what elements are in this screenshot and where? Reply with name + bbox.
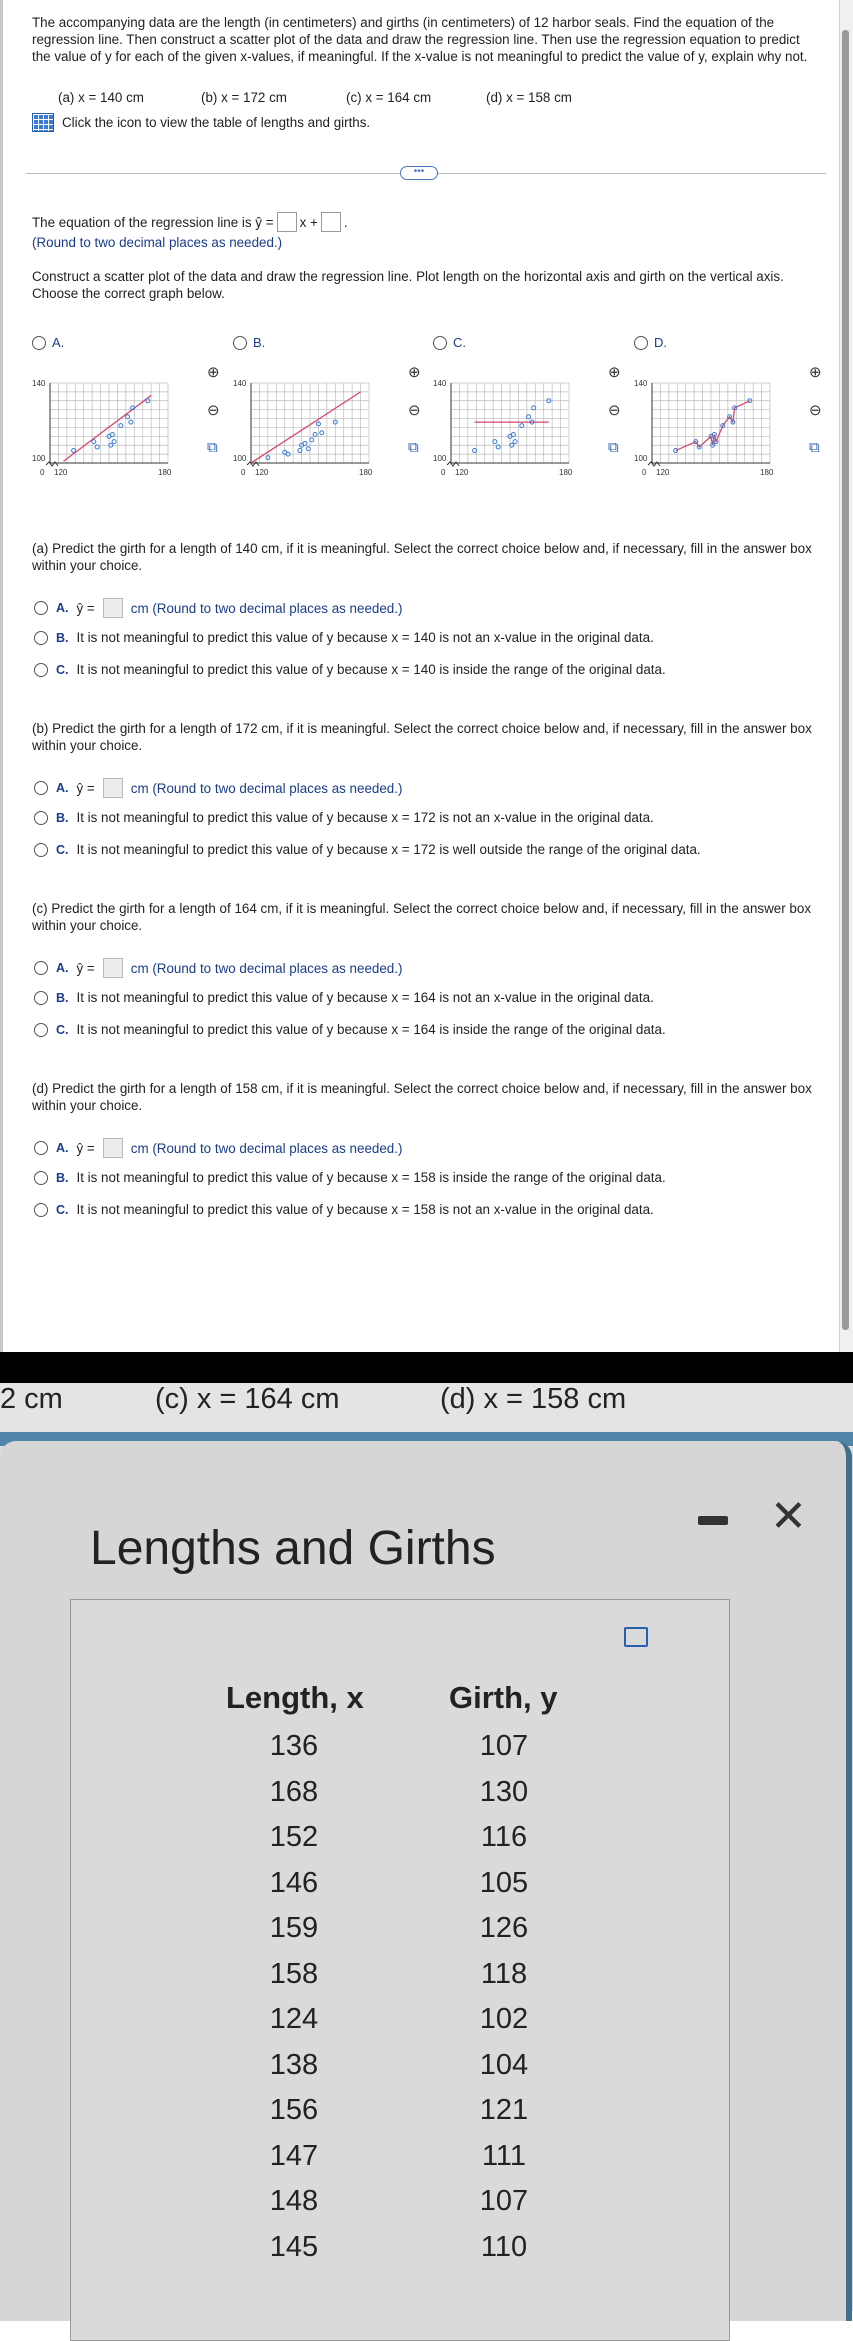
y-tick-label: 100 [233,454,247,463]
radio-button[interactable] [34,1141,48,1155]
popout-icon[interactable]: ⧉ [207,439,218,456]
radio-button[interactable] [34,663,48,677]
girth-cell: 118 [480,1957,528,1990]
option-label: D. [654,335,667,350]
length-cell: 136 [269,1730,319,1762]
problem-intro: The accompanying data are the length (in centimeters) and girths (in centimeters) of 12 harbor seals. Find the equation of the regression line. Then construct a scatter plot of the data and draw the regression line. Then use the regression equation to predict the value of y for each of the given x-values, if meaningful. If the x-value is not meaningful to predict the value of y, explain why not. [32,15,808,64]
choice-text: It is not meaningful to predict this value of y because x = 158 is inside the range of the original data. [76,1170,666,1185]
girth-cell: 102 [479,2003,529,2035]
photo-header [0,1383,853,1435]
scatter-point [303,441,307,445]
length-cell: 124 [269,2003,319,2035]
zoom-in-icon[interactable]: ⊕ [608,364,621,381]
choice-text: It is not meaningful to predict this value of y because x = 158 is not an x-value in the original data. [76,1202,654,1217]
length-cell: 168 [269,1775,319,1808]
choice-b[interactable] [34,1170,666,1185]
choice-letter: B. [56,630,69,645]
x-tick-label: 120 [54,468,68,477]
choice-letter: B. [56,990,69,1005]
x-tick-label: 120 [455,468,469,477]
photo-separator [0,1352,853,1383]
choice-c[interactable] [34,1022,666,1037]
unit-hint: cm (Round to two decimal places as needed.) [130,600,403,616]
regression-line [63,395,151,461]
column-header-length: Length, x [226,1680,364,1715]
choice-letter: A. [56,781,69,795]
scatter-point [119,424,123,428]
yhat-label: ŷ = [76,600,95,616]
minimize-icon[interactable] [698,1516,728,1525]
choice-a[interactable] [34,598,402,618]
graph-option-d[interactable] [634,335,667,350]
regression-equation [32,212,348,232]
radio-button[interactable] [34,843,48,857]
choice-text: It is not meaningful to predict this value of y because x = 172 is well outside the range of the original data. [76,842,701,857]
x-tick-label: 120 [656,468,670,477]
option-label: C. [453,335,466,350]
part-b: (b) x = 172 cm [201,90,287,105]
x-tick-label: 0 [441,468,446,477]
part-a: (a) x = 140 cm [58,90,144,105]
zoom-out-icon[interactable]: ⊖ [608,402,621,419]
y-tick-label: 140 [233,379,247,388]
length-cell: 156 [269,2094,319,2126]
popout-icon[interactable]: ⧉ [408,439,419,456]
scatter-point [320,431,324,435]
choice-b[interactable] [34,810,654,825]
question-prompt: (a) Predict the girth for a length of 140 cm, if it is meaningful. Select the correct choice below and, if necessary, fill in the answer box within your choice. [32,541,812,573]
x-tick-label: 180 [359,468,373,477]
header-fragment-c: (c) x = 164 cm [155,1383,340,1415]
question-prompt: (b) Predict the girth for a length of 172 cm, if it is meaningful. Select the correct choice below and, if necessary, fill in the answer box within your choice. [32,721,812,753]
y-tick-label: 100 [634,454,648,463]
zoom-out-icon[interactable]: ⊖ [207,402,220,419]
y-tick-label: 140 [32,379,46,388]
unit-hint: cm (Round to two decimal places as needed.) [130,780,403,796]
table-link[interactable] [32,113,370,132]
zoom-in-icon[interactable]: ⊕ [408,364,421,381]
y-tick-label: 100 [433,454,447,463]
yhat-label: ŷ = [76,960,95,976]
x-tick-label: 180 [559,468,573,477]
radio-button[interactable] [34,781,48,795]
length-cell: 138 [269,2048,319,2081]
equation-end: . [343,214,348,230]
choice-c[interactable] [34,662,666,677]
choice-b[interactable] [34,630,654,645]
choice-letter: A. [56,601,69,615]
zoom-out-icon[interactable]: ⊖ [809,402,822,419]
graph-option-b[interactable] [233,335,265,350]
part-d: (d) x = 158 cm [486,90,572,105]
girth-cell: 110 [480,2230,528,2263]
radio-button[interactable] [34,811,48,825]
yhat-label: ŷ = [76,1140,95,1156]
radio-button[interactable] [32,336,46,350]
radio-button[interactable] [634,336,648,350]
choice-text: It is not meaningful to predict this value of y because x = 140 is inside the range of the original data. [76,662,666,677]
intercept-input[interactable] [321,212,341,232]
girth-cell: 107 [479,2185,529,2217]
choice-letter: A. [56,961,69,975]
girth-cell: 121 [479,2094,529,2126]
question-prompt: (d) Predict the girth for a length of 158 cm, if it is meaningful. Select the correct choice below and, if necessary, fill in the answer box within your choice. [32,1081,812,1113]
choice-text: It is not meaningful to predict this value of y because x = 140 is not an x-value in the original data. [76,630,654,645]
option-label: A. [52,335,65,350]
zoom-in-icon[interactable]: ⊕ [207,364,220,381]
prediction-input[interactable] [103,1138,123,1158]
choice-text: It is not meaningful to predict this value of y because x = 164 is not an x-value in the original data. [76,990,654,1005]
choice-letter: A. [56,1141,69,1155]
radio-button[interactable] [34,1203,48,1217]
girth-cell: 104 [479,2048,529,2081]
radio-button[interactable] [233,336,247,350]
choice-letter: B. [56,1170,69,1185]
prediction-input[interactable] [103,958,123,978]
option-label: B. [253,335,266,350]
scatter-question: Construct a scatter plot of the data and draw the regression line. Plot length on the horizontal axis and girth on the vertical axis. Choose the correct graph below. [32,269,784,301]
length-cell: 152 [269,1821,319,1853]
part-c: (c) x = 164 cm [346,90,432,105]
question-prompt: (c) Predict the girth for a length of 164 cm, if it is meaningful. Select the correct choice below and, if necessary, fill in the answer box within your choice. [32,901,812,933]
y-tick-label: 100 [32,454,46,463]
header-fragment-d: (d) x = 158 cm [440,1383,627,1415]
scatter-graph-a [28,373,178,493]
x-tick-label: 120 [255,468,269,477]
radio-button[interactable] [34,991,48,1005]
modal-title: Lengths and Girths [90,1522,496,1575]
choice-b[interactable] [34,990,654,1005]
zoom-in-icon[interactable]: ⊕ [809,364,822,381]
x-tick-label: 180 [760,468,774,477]
zoom-out-icon[interactable]: ⊖ [408,402,421,419]
header-fragment-b: 2 cm [0,1383,63,1415]
x-tick-label: 0 [642,468,647,477]
length-cell: 158 [269,1957,319,1990]
expand-dots-button[interactable]: ••• [400,166,438,180]
length-cell: 147 [269,2139,319,2172]
graph-option-a[interactable] [32,335,64,350]
popout-icon[interactable] [624,1627,648,1647]
scatter-graph-b [229,373,379,493]
yhat-label: ŷ = [76,780,95,796]
scatter-point [313,433,317,437]
column-header-girth: Girth, y [449,1680,558,1715]
length-cell: 145 [269,2230,319,2263]
choice-a[interactable] [34,778,402,798]
choice-letter: C. [56,1022,69,1037]
x-tick-label: 0 [40,468,45,477]
prediction-input[interactable] [103,778,123,798]
scatter-point [112,440,116,444]
table-icon[interactable] [32,113,54,132]
girth-cell: 107 [479,1730,529,1762]
choice-c[interactable] [34,842,701,857]
choice-a[interactable] [34,1138,402,1158]
close-icon[interactable]: ✕ [770,1492,807,1541]
regression-prompt: The equation of the regression line is ŷ = [32,214,274,230]
choice-a[interactable] [34,958,402,978]
radio-button[interactable] [34,631,48,645]
radio-button[interactable] [34,601,48,615]
radio-button[interactable] [34,1023,48,1037]
scatter-graph-d [630,373,780,493]
y-tick-label: 140 [433,379,447,388]
popout-icon[interactable]: ⧉ [809,439,820,456]
choice-text: It is not meaningful to predict this value of y because x = 172 is not an x-value in the original data. [76,810,654,825]
girth-cell: 130 [479,1775,529,1808]
lengths-girths-modal [0,1441,852,2321]
girth-cell: 105 [479,1866,529,1899]
choice-c[interactable] [34,1202,654,1217]
prediction-input[interactable] [103,598,123,618]
scatter-point [513,440,517,444]
popout-icon[interactable]: ⧉ [608,439,619,456]
data-table-box [70,1599,730,2341]
table-link-label[interactable]: Click the icon to view the table of lengths and girths. [62,115,371,130]
girth-cell: 111 [481,2139,527,2172]
scatter-point [520,424,524,428]
length-cell: 159 [269,1912,319,1944]
girth-cell: 126 [479,1912,529,1944]
left-edge [0,0,3,1352]
choice-letter: B. [56,810,69,825]
photo-section [0,1383,853,2311]
graph-option-c[interactable] [433,335,466,350]
scrollbar-thumb[interactable] [842,30,849,1330]
rounding-hint: (Round to two decimal places as needed.) [32,235,283,250]
scatter-point [496,445,500,449]
slope-input[interactable] [277,212,297,232]
radio-button[interactable] [34,961,48,975]
length-cell: 146 [269,1866,319,1899]
choice-letter: C. [56,1202,69,1217]
choice-text: It is not meaningful to predict this value of y because x = 164 is inside the range of the original data. [76,1022,666,1037]
scatter-graph-c [429,373,579,493]
choice-letter: C. [56,662,69,677]
radio-button[interactable] [34,1171,48,1185]
unit-hint: cm (Round to two decimal places as needed.) [130,1140,403,1156]
scatter-point [95,445,99,449]
scatter-point [129,420,133,424]
radio-button[interactable] [433,336,447,350]
unit-hint: cm (Round to two decimal places as needed.) [130,960,403,976]
length-cell: 148 [269,2185,319,2217]
choice-letter: C. [56,842,69,857]
girth-cell: 116 [480,1821,528,1853]
y-tick-label: 140 [634,379,648,388]
x-tick-label: 0 [241,468,246,477]
x-tick-label: 180 [158,468,172,477]
times-x-label: x + [299,214,318,230]
